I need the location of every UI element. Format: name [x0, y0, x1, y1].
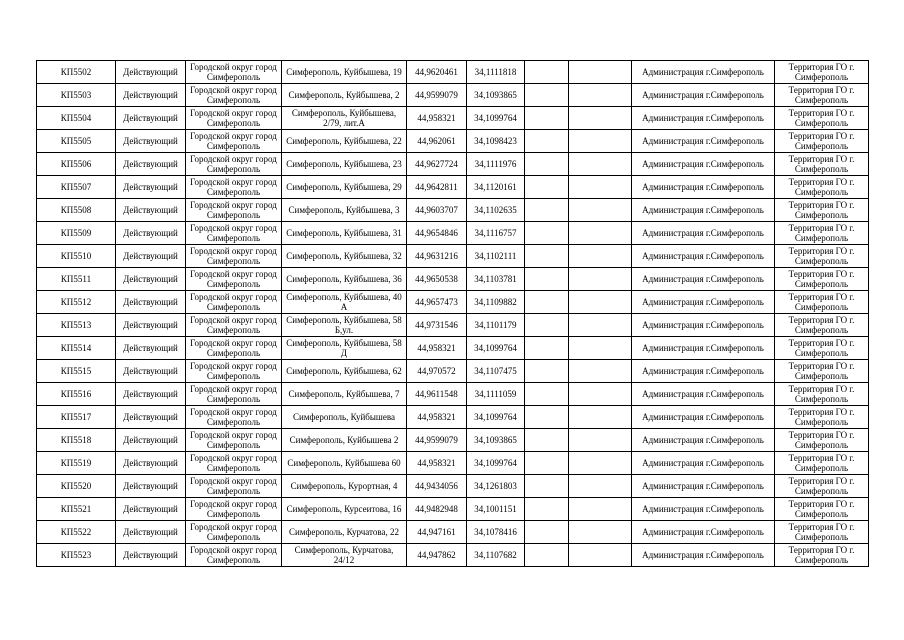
cell-longitude: 34,1102111	[467, 245, 525, 268]
cell-point-id: КП5523	[37, 544, 116, 567]
cell-longitude: 34,1111976	[467, 153, 525, 176]
cell-territory: Территория ГО г. Симферополь	[775, 130, 869, 153]
cell-owner: Администрация г.Симферополь	[632, 406, 775, 429]
cell-owner: Администрация г.Симферополь	[632, 130, 775, 153]
cell-address: Симферополь, Куйбышева	[282, 406, 407, 429]
cell-latitude: 44,962061	[407, 130, 467, 153]
cell-owner: Администрация г.Симферополь	[632, 153, 775, 176]
cell-longitude: 34,1099764	[467, 107, 525, 130]
cell-district: Городской округ город Симферополь	[186, 544, 282, 567]
cell-latitude: 44,9620461	[407, 61, 467, 84]
cell-empty-2	[569, 61, 632, 84]
cell-point-id: КП5509	[37, 222, 116, 245]
cell-empty-1	[525, 291, 569, 314]
cell-longitude: 34,1093865	[467, 429, 525, 452]
cell-empty-2	[569, 268, 632, 291]
cell-territory: Территория ГО г. Симферополь	[775, 383, 869, 406]
cell-territory: Территория ГО г. Симферополь	[775, 291, 869, 314]
cell-latitude: 44,9631216	[407, 245, 467, 268]
cell-owner: Администрация г.Симферополь	[632, 199, 775, 222]
cell-point-id: КП5505	[37, 130, 116, 153]
cell-district: Городской округ город Симферополь	[186, 337, 282, 360]
cell-longitude: 34,1078416	[467, 521, 525, 544]
cell-empty-2	[569, 498, 632, 521]
cell-status: Действующий	[116, 406, 186, 429]
cell-status: Действующий	[116, 314, 186, 337]
cell-owner: Администрация г.Симферополь	[632, 383, 775, 406]
cell-district: Городской округ город Симферополь	[186, 245, 282, 268]
cell-address: Симферополь, Куйбышева, 31	[282, 222, 407, 245]
cell-district: Городской округ город Симферополь	[186, 383, 282, 406]
cell-point-id: КП5503	[37, 84, 116, 107]
cell-empty-1	[525, 383, 569, 406]
cell-empty-1	[525, 337, 569, 360]
cell-territory: Территория ГО г. Симферополь	[775, 84, 869, 107]
cell-territory: Территория ГО г. Симферополь	[775, 406, 869, 429]
cell-latitude: 44,958321	[407, 452, 467, 475]
cell-district: Городской округ город Симферополь	[186, 291, 282, 314]
cell-empty-1	[525, 268, 569, 291]
cell-owner: Администрация г.Симферополь	[632, 452, 775, 475]
cell-status: Действующий	[116, 383, 186, 406]
cell-territory: Территория ГО г. Симферополь	[775, 153, 869, 176]
cell-empty-2	[569, 107, 632, 130]
cell-latitude: 44,9654846	[407, 222, 467, 245]
cell-status: Действующий	[116, 429, 186, 452]
cell-district: Городской округ город Симферополь	[186, 61, 282, 84]
cell-district: Городской округ город Симферополь	[186, 222, 282, 245]
cell-longitude: 34,1099764	[467, 452, 525, 475]
cell-address: Симферополь, Куйбышева, 58 Б,ул.	[282, 314, 407, 337]
cell-district: Городской округ город Симферополь	[186, 429, 282, 452]
cell-latitude: 44,9599079	[407, 429, 467, 452]
cell-territory: Территория ГО г. Симферополь	[775, 475, 869, 498]
cell-empty-2	[569, 176, 632, 199]
cell-longitude: 34,1101179	[467, 314, 525, 337]
cell-point-id: КП5512	[37, 291, 116, 314]
cell-address: Симферополь, Куйбышева, 2	[282, 84, 407, 107]
cell-address: Симферополь, Курчатова, 22	[282, 521, 407, 544]
cell-district: Городской округ город Симферополь	[186, 406, 282, 429]
cell-owner: Администрация г.Симферополь	[632, 61, 775, 84]
cell-district: Городской округ город Симферополь	[186, 521, 282, 544]
cell-longitude: 34,1001151	[467, 498, 525, 521]
table-row	[37, 360, 869, 383]
cell-owner: Администрация г.Симферополь	[632, 429, 775, 452]
cell-status: Действующий	[116, 498, 186, 521]
cell-status: Действующий	[116, 84, 186, 107]
cell-latitude: 44,958321	[407, 107, 467, 130]
cell-empty-1	[525, 176, 569, 199]
cell-address: Симферополь, Куйбышева, 40 А	[282, 291, 407, 314]
cell-territory: Территория ГО г. Симферополь	[775, 337, 869, 360]
cell-address: Симферополь, Куйбышева, 62	[282, 360, 407, 383]
data-table	[36, 60, 869, 567]
cell-territory: Территория ГО г. Симферополь	[775, 268, 869, 291]
table-row	[37, 107, 869, 130]
table-row	[37, 521, 869, 544]
cell-empty-1	[525, 245, 569, 268]
cell-address: Симферополь, Курортная, 4	[282, 475, 407, 498]
cell-longitude: 34,1098423	[467, 130, 525, 153]
cell-longitude: 34,1111059	[467, 383, 525, 406]
cell-empty-2	[569, 429, 632, 452]
cell-owner: Администрация г.Симферополь	[632, 84, 775, 107]
cell-territory: Территория ГО г. Симферополь	[775, 107, 869, 130]
cell-address: Симферополь, Куйбышева, 2/79, лит.А	[282, 107, 407, 130]
cell-empty-2	[569, 544, 632, 567]
cell-point-id: КП5514	[37, 337, 116, 360]
table-row	[37, 544, 869, 567]
cell-district: Городской округ город Симферополь	[186, 452, 282, 475]
cell-address: Симферополь, Куйбышева, 23	[282, 153, 407, 176]
cell-district: Городской округ город Симферополь	[186, 199, 282, 222]
table-row	[37, 337, 869, 360]
cell-point-id: КП5518	[37, 429, 116, 452]
cell-district: Городской округ город Симферополь	[186, 84, 282, 107]
cell-empty-2	[569, 245, 632, 268]
cell-status: Действующий	[116, 452, 186, 475]
cell-district: Городской округ город Симферополь	[186, 360, 282, 383]
cell-point-id: КП5504	[37, 107, 116, 130]
cell-address: Симферополь, Куйбышева, 3	[282, 199, 407, 222]
cell-status: Действующий	[116, 222, 186, 245]
cell-point-id: КП5519	[37, 452, 116, 475]
cell-territory: Территория ГО г. Симферополь	[775, 176, 869, 199]
cell-district: Городской округ город Симферополь	[186, 314, 282, 337]
cell-status: Действующий	[116, 521, 186, 544]
cell-territory: Территория ГО г. Симферополь	[775, 61, 869, 84]
cell-empty-2	[569, 383, 632, 406]
cell-latitude: 44,947862	[407, 544, 467, 567]
cell-district: Городской округ город Симферополь	[186, 130, 282, 153]
table-row	[37, 245, 869, 268]
cell-status: Действующий	[116, 130, 186, 153]
cell-latitude: 44,9434056	[407, 475, 467, 498]
cell-longitude: 34,1109882	[467, 291, 525, 314]
table-row	[37, 268, 869, 291]
cell-owner: Администрация г.Симферополь	[632, 107, 775, 130]
cell-empty-1	[525, 61, 569, 84]
cell-district: Городской округ город Симферополь	[186, 107, 282, 130]
cell-status: Действующий	[116, 268, 186, 291]
table-row	[37, 383, 869, 406]
cell-latitude: 44,9599079	[407, 84, 467, 107]
cell-territory: Территория ГО г. Симферополь	[775, 452, 869, 475]
cell-empty-1	[525, 222, 569, 245]
cell-address: Симферополь, Куйбышева 2	[282, 429, 407, 452]
cell-address: Симферополь, Курчатова, 24/12	[282, 544, 407, 567]
cell-territory: Территория ГО г. Симферополь	[775, 498, 869, 521]
cell-empty-2	[569, 153, 632, 176]
cell-longitude: 34,1099764	[467, 406, 525, 429]
table-row	[37, 291, 869, 314]
cell-empty-2	[569, 222, 632, 245]
cell-longitude: 34,1261803	[467, 475, 525, 498]
cell-address: Симферополь, Куйбышева, 29	[282, 176, 407, 199]
cell-district: Городской округ город Симферополь	[186, 268, 282, 291]
cell-latitude: 44,958321	[407, 406, 467, 429]
cell-owner: Администрация г.Симферополь	[632, 314, 775, 337]
cell-longitude: 34,1111818	[467, 61, 525, 84]
table-row	[37, 61, 869, 84]
cell-address: Симферополь, Курсеитова, 16	[282, 498, 407, 521]
cell-owner: Администрация г.Симферополь	[632, 222, 775, 245]
cell-empty-2	[569, 452, 632, 475]
cell-latitude: 44,9657473	[407, 291, 467, 314]
cell-point-id: КП5522	[37, 521, 116, 544]
cell-latitude: 44,9603707	[407, 199, 467, 222]
cell-empty-2	[569, 406, 632, 429]
cell-territory: Территория ГО г. Симферополь	[775, 222, 869, 245]
cell-status: Действующий	[116, 475, 186, 498]
cell-territory: Территория ГО г. Симферополь	[775, 314, 869, 337]
cell-latitude: 44,9650538	[407, 268, 467, 291]
cell-empty-1	[525, 498, 569, 521]
cell-point-id: КП5506	[37, 153, 116, 176]
cell-status: Действующий	[116, 245, 186, 268]
cell-empty-1	[525, 199, 569, 222]
cell-point-id: КП5508	[37, 199, 116, 222]
cell-owner: Администрация г.Симферополь	[632, 337, 775, 360]
cell-empty-1	[525, 429, 569, 452]
cell-owner: Администрация г.Симферополь	[632, 521, 775, 544]
cell-address: Симферополь, Куйбышева, 32	[282, 245, 407, 268]
table-row	[37, 406, 869, 429]
cell-point-id: КП5515	[37, 360, 116, 383]
cell-empty-2	[569, 337, 632, 360]
cell-status: Действующий	[116, 199, 186, 222]
table-row	[37, 314, 869, 337]
cell-territory: Территория ГО г. Симферополь	[775, 521, 869, 544]
cell-address: Симферополь, Куйбышева, 22	[282, 130, 407, 153]
cell-point-id: КП5516	[37, 383, 116, 406]
cell-latitude: 44,947161	[407, 521, 467, 544]
cell-owner: Администрация г.Симферополь	[632, 498, 775, 521]
cell-latitude: 44,9731546	[407, 314, 467, 337]
cell-address: Симферополь, Куйбышева, 36	[282, 268, 407, 291]
cell-longitude: 34,1107682	[467, 544, 525, 567]
cell-point-id: КП5521	[37, 498, 116, 521]
cell-empty-1	[525, 360, 569, 383]
cell-empty-2	[569, 130, 632, 153]
cell-empty-1	[525, 521, 569, 544]
cell-latitude: 44,9642811	[407, 176, 467, 199]
cell-empty-2	[569, 291, 632, 314]
cell-empty-2	[569, 521, 632, 544]
cell-owner: Администрация г.Симферополь	[632, 291, 775, 314]
cell-point-id: КП5520	[37, 475, 116, 498]
cell-territory: Территория ГО г. Симферополь	[775, 199, 869, 222]
cell-empty-1	[525, 107, 569, 130]
cell-territory: Территория ГО г. Симферополь	[775, 245, 869, 268]
cell-empty-1	[525, 452, 569, 475]
cell-empty-2	[569, 314, 632, 337]
cell-status: Действующий	[116, 153, 186, 176]
table-row	[37, 176, 869, 199]
cell-latitude: 44,9627724	[407, 153, 467, 176]
cell-territory: Территория ГО г. Симферополь	[775, 429, 869, 452]
cell-district: Городской округ город Симферополь	[186, 475, 282, 498]
cell-longitude: 34,1102635	[467, 199, 525, 222]
table-row	[37, 498, 869, 521]
cell-owner: Администрация г.Симферополь	[632, 475, 775, 498]
cell-point-id: КП5502	[37, 61, 116, 84]
cell-empty-1	[525, 406, 569, 429]
cell-longitude: 34,1120161	[467, 176, 525, 199]
cell-status: Действующий	[116, 291, 186, 314]
cell-district: Городской округ город Симферополь	[186, 176, 282, 199]
cell-status: Действующий	[116, 337, 186, 360]
table-row	[37, 153, 869, 176]
cell-status: Действующий	[116, 544, 186, 567]
cell-owner: Администрация г.Симферополь	[632, 176, 775, 199]
cell-territory: Территория ГО г. Симферополь	[775, 544, 869, 567]
cell-latitude: 44,970572	[407, 360, 467, 383]
cell-address: Симферополь, Куйбышева, 7	[282, 383, 407, 406]
cell-empty-2	[569, 475, 632, 498]
cell-longitude: 34,1099764	[467, 337, 525, 360]
cell-owner: Администрация г.Симферополь	[632, 360, 775, 383]
cell-latitude: 44,958321	[407, 337, 467, 360]
cell-longitude: 34,1116757	[467, 222, 525, 245]
table-row	[37, 84, 869, 107]
cell-empty-1	[525, 153, 569, 176]
cell-point-id: КП5513	[37, 314, 116, 337]
cell-address: Симферополь, Куйбышева, 19	[282, 61, 407, 84]
cell-longitude: 34,1093865	[467, 84, 525, 107]
cell-territory: Территория ГО г. Симферополь	[775, 360, 869, 383]
cell-owner: Администрация г.Симферополь	[632, 268, 775, 291]
cell-longitude: 34,1107475	[467, 360, 525, 383]
cell-latitude: 44,9482948	[407, 498, 467, 521]
cell-address: Симферополь, Куйбышева, 58 Д	[282, 337, 407, 360]
cell-empty-1	[525, 544, 569, 567]
cell-district: Городской округ город Симферополь	[186, 498, 282, 521]
cell-empty-1	[525, 130, 569, 153]
cell-point-id: КП5507	[37, 176, 116, 199]
table-body	[37, 61, 869, 567]
table-row	[37, 429, 869, 452]
cell-empty-1	[525, 84, 569, 107]
cell-status: Действующий	[116, 360, 186, 383]
cell-status: Действующий	[116, 61, 186, 84]
cell-empty-1	[525, 314, 569, 337]
cell-owner: Администрация г.Симферополь	[632, 544, 775, 567]
table-row	[37, 452, 869, 475]
cell-point-id: КП5517	[37, 406, 116, 429]
table-row	[37, 475, 869, 498]
cell-empty-2	[569, 84, 632, 107]
cell-latitude: 44,9611548	[407, 383, 467, 406]
cell-empty-2	[569, 199, 632, 222]
table-row	[37, 130, 869, 153]
cell-owner: Администрация г.Симферополь	[632, 245, 775, 268]
cell-district: Городской округ город Симферополь	[186, 153, 282, 176]
cell-status: Действующий	[116, 107, 186, 130]
cell-point-id: КП5510	[37, 245, 116, 268]
table-row	[37, 199, 869, 222]
table-row	[37, 222, 869, 245]
cell-empty-2	[569, 360, 632, 383]
cell-status: Действующий	[116, 176, 186, 199]
cell-empty-1	[525, 475, 569, 498]
cell-address: Симферополь, Куйбышева 60	[282, 452, 407, 475]
cell-longitude: 34,1103781	[467, 268, 525, 291]
cell-point-id: КП5511	[37, 268, 116, 291]
